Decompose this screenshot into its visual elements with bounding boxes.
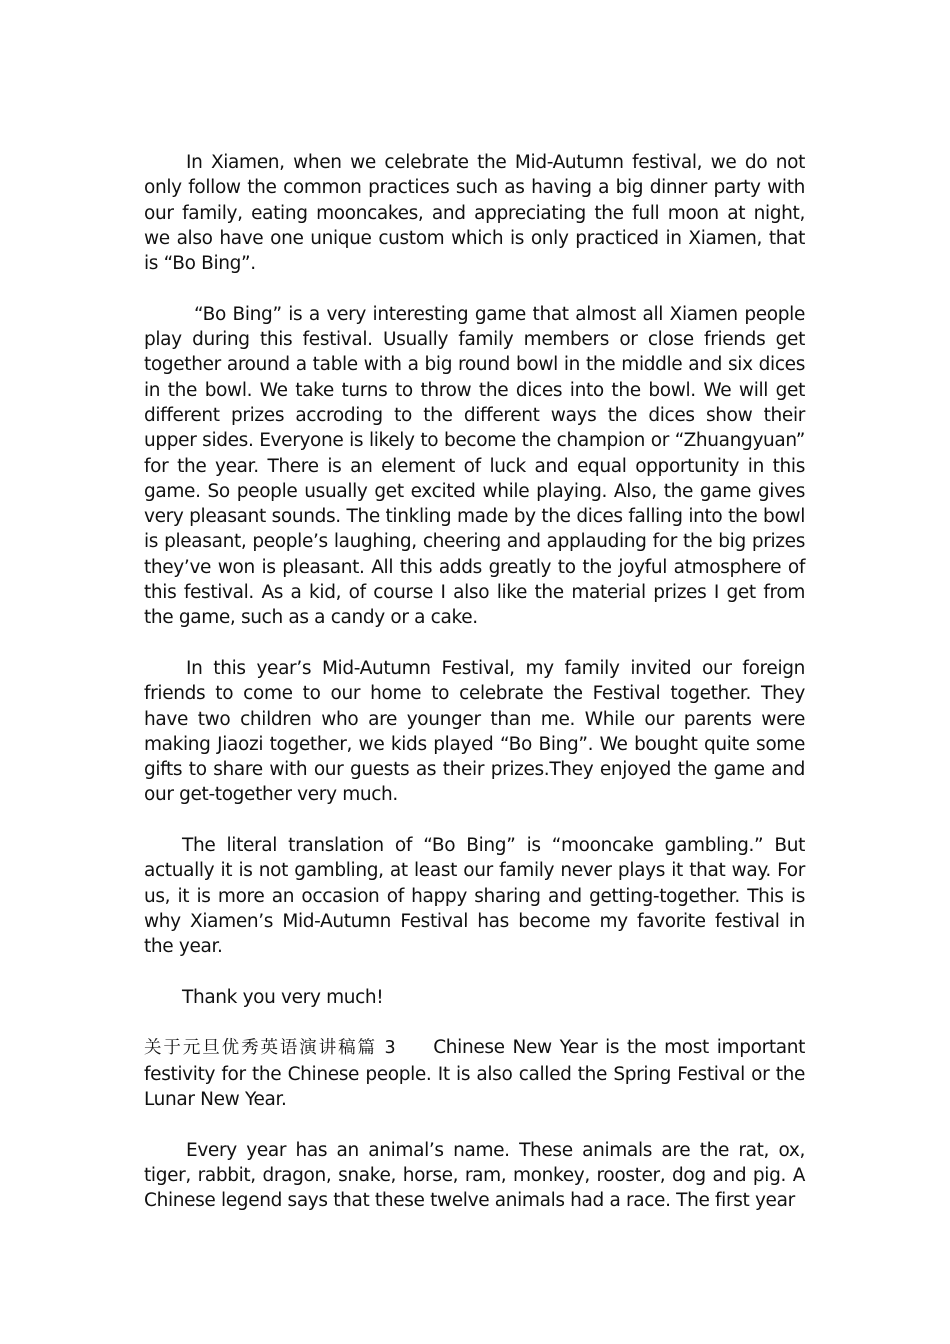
section-heading: 关于元旦优秀英语演讲稿篇 3 [144, 1038, 396, 1059]
paragraph-literal-translation: The literal translation of “Bo Bing” is “mooncake gambling.” But actually it is not gambling, at least our family never plays it that way. For us, it is more an occasion of happy sharing and getting-together. This is why Xiamen’s Mid-Autumn Festival has become my favorite festival in the year. [144, 835, 805, 958]
document-body [144, 150, 805, 1239]
paragraph-bo-bing-game: “Bo Bing” is a very interesting game that almost all Xiamen people play during this festival. Usually family members or close friends get together around a table with a big round bowl in the middle and six dices in the bowl. We take turns to throw the dices into the bowl. We will get different prizes accroding to the different ways the dices show their upper sides. Everyone is likely to become the champion or “Zhuangyuan” for the year. There is an element of luck and equal opportunity in this game. So people usually get excited while playing. Also, the game gives very pleasant sounds. The tinkling made by the dices falling into the bowl is pleasant, people’s laughing, cheering and applauding for the big prizes they’ve won is pleasant. All this adds greatly to the joyful atmosphere of this festival. As a kid, of course I also like the material prizes I get from the game, such as a candy or a cake. [144, 303, 805, 629]
paragraph-xiamen-custom: In Xiamen, when we celebrate the Mid-Autumn festival, we do not only follow the common practices such as having a big dinner party with our family, eating mooncakes, and appreciating the full moon at night, we also have one unique custom which is only practiced in Xiamen, that is “Bo Bing”. [144, 152, 805, 275]
section-paragraph [144, 1035, 805, 1112]
paragraph-this-year: In this year’s Mid-Autumn Festival, my family invited our foreign friends to come to our home to celebrate the Festival together. They have two children who are younger than me. While our parents were making Jiaozi together, we kids played “Bo Bing”. We bought quite some gifts to share with our guests as their prizes.They enjoyed the game and our get-together very much. [144, 657, 805, 806]
section-first-text: Chinese New Year is the most important festivity for the Chinese people. It is also called the Spring Festival or the Lunar New Year. [144, 1037, 806, 1110]
paragraph-thanks: Thank you very much! [182, 986, 384, 1008]
paragraph-animal-names: Every year has an animal’s name. These animals are the rat, ox, tiger, rabbit, dragon, snake, horse, ram, monkey, rooster, dog and pig. A Chinese legend says that these twelve animals had a race. The first year [144, 1139, 805, 1212]
